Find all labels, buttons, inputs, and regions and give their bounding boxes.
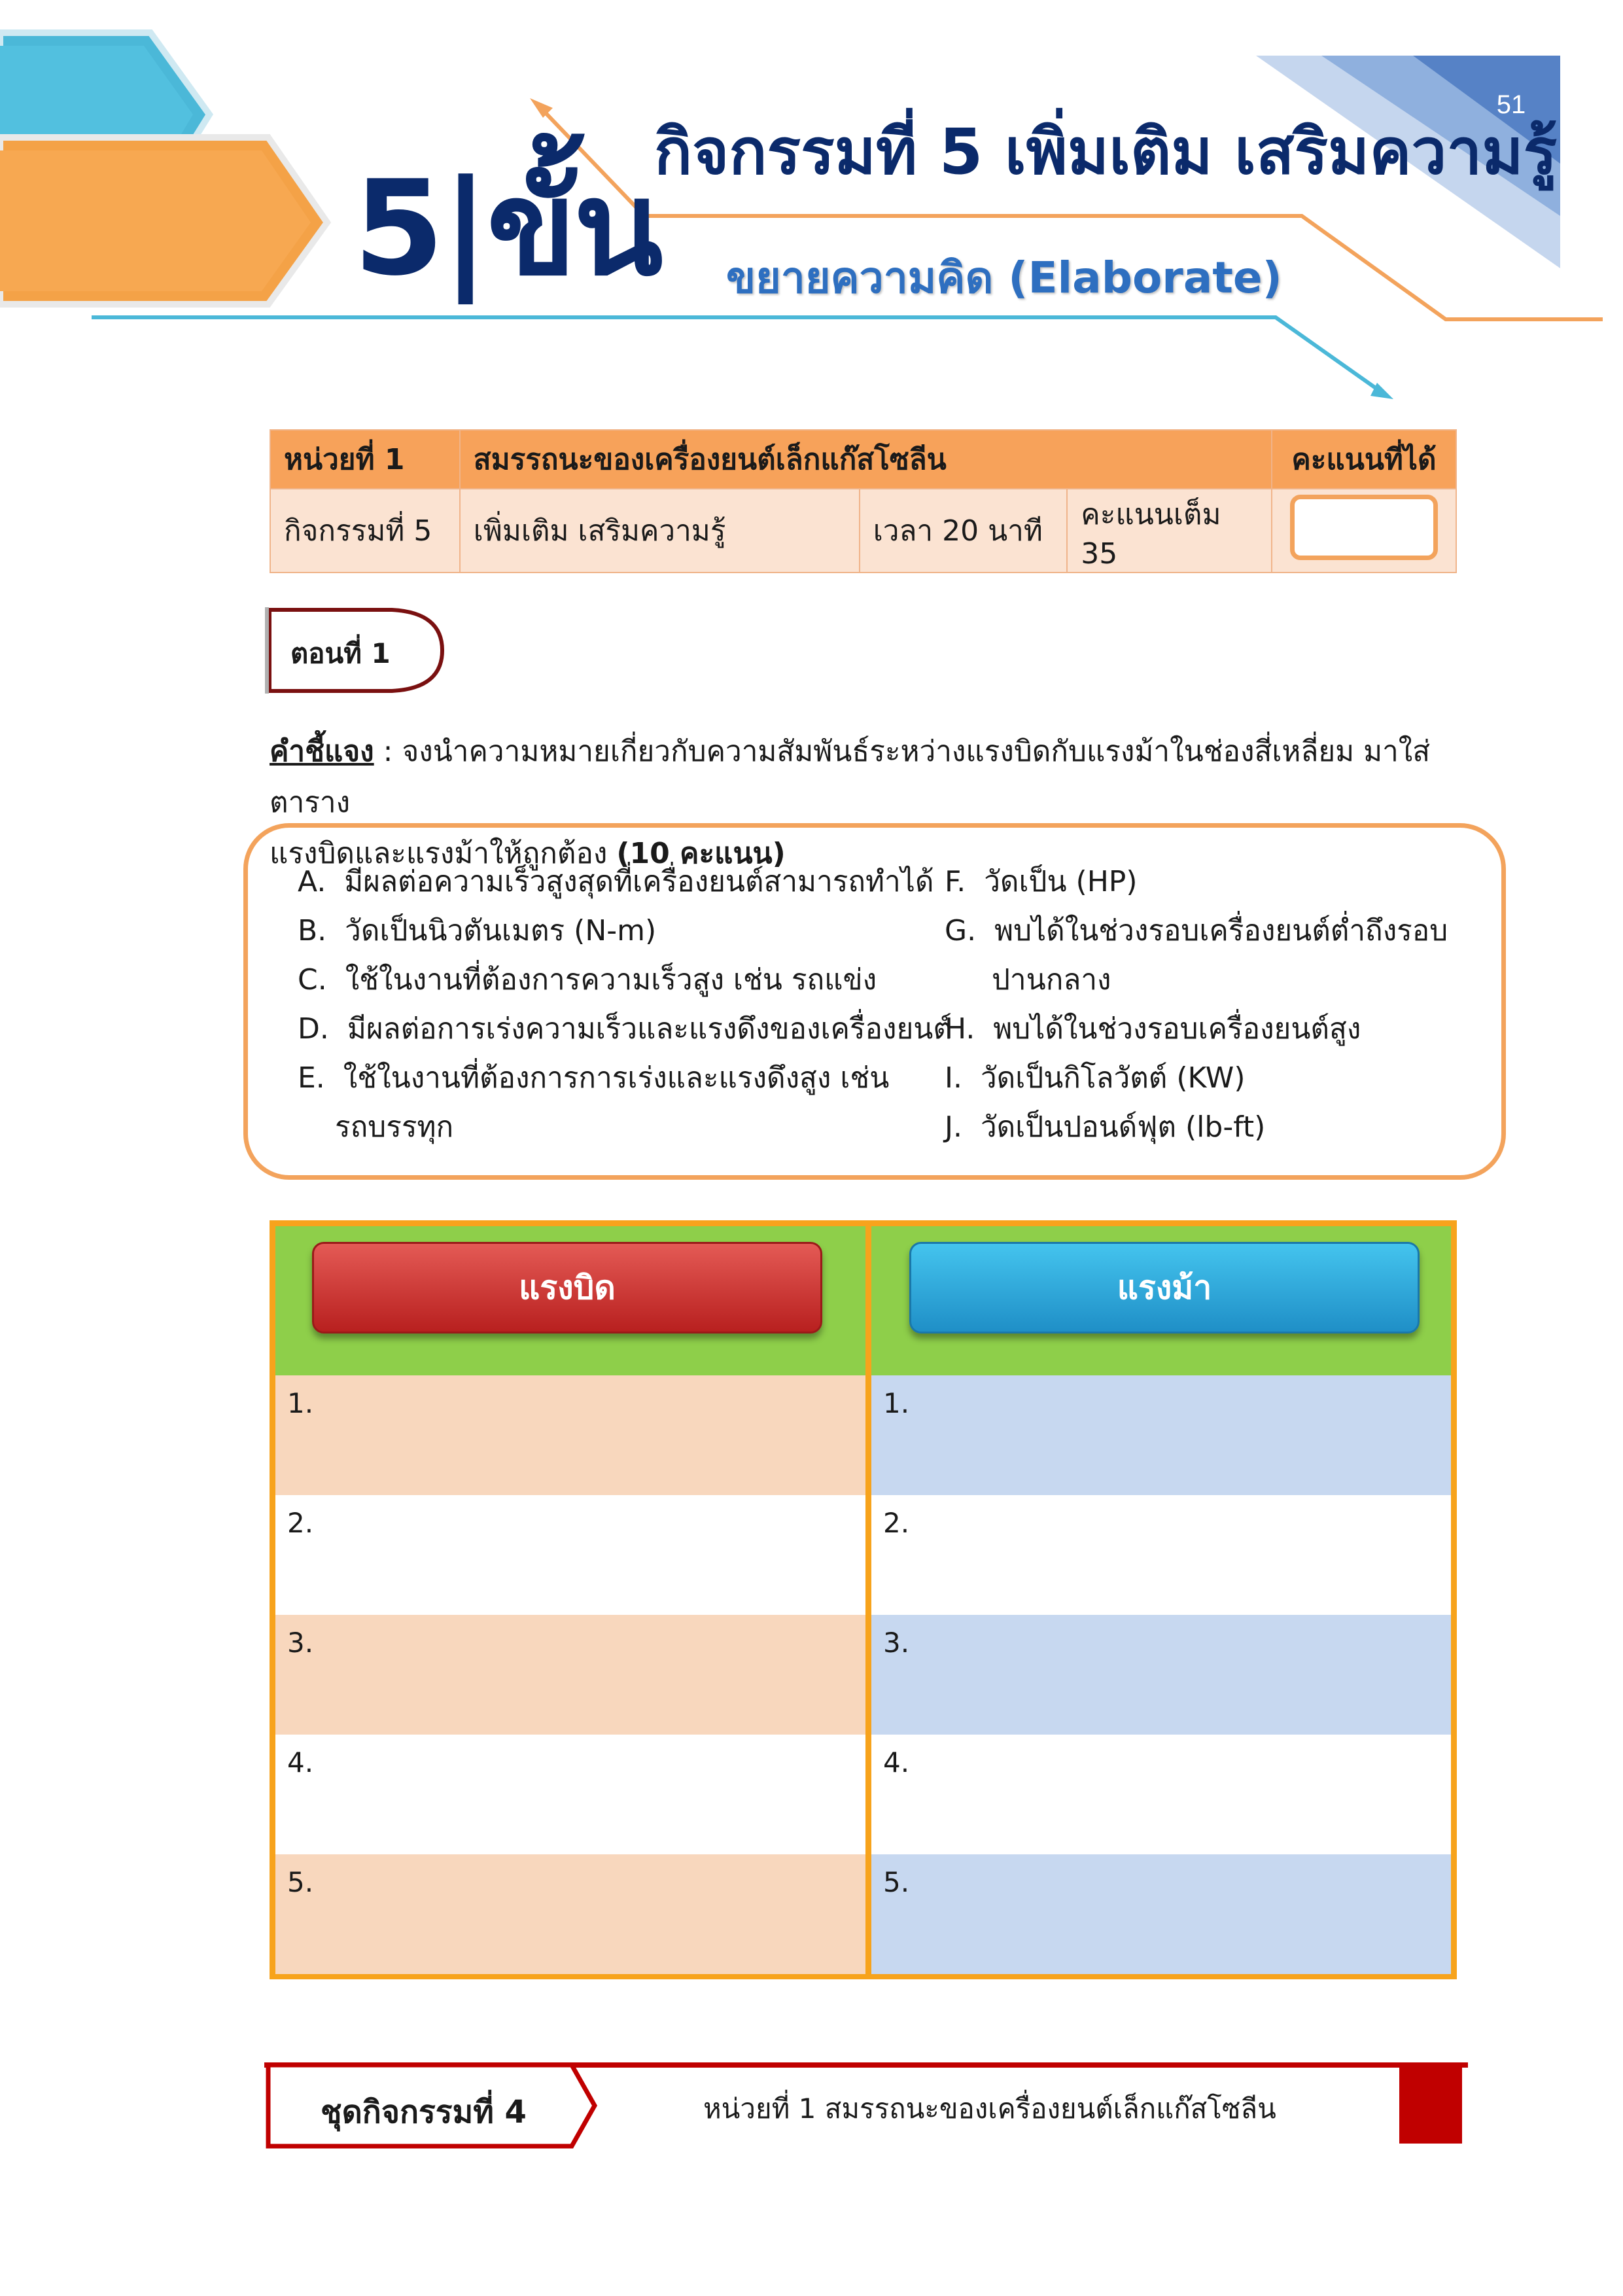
instructions-text-2: แรงบิดและแรงม้าให้ถูกต้อง	[270, 837, 608, 870]
option-g: G. พบได้ในช่วงรอบเครื่องยนต์ต่ำถึงรอบ	[945, 914, 1448, 947]
score-header: คะแนนที่ได้	[1272, 430, 1456, 489]
page-subtitle: ขยายความคิด (Elaborate)	[726, 253, 1282, 303]
full-score: คะแนนเต็ม 35	[1067, 489, 1272, 573]
option-d: D. มีผลต่อการเร่งความเร็วและแรงดึงของเครื่องยนต์	[298, 1012, 952, 1046]
instructions-colon: :	[374, 735, 402, 768]
option-g-cont: ปานกลาง	[992, 963, 1111, 997]
activity-name: เพิ่มเติม เสริมความรู้	[460, 489, 860, 573]
horsepower-answer-row[interactable]: 4.	[871, 1735, 1451, 1854]
option-e: E. ใช้ในงานที่ต้องการการเร่งและแรงดึงสูง เช่น	[298, 1061, 890, 1095]
footer-activity-set: ชุดกิจกรรมที่ 4	[321, 2094, 527, 2130]
option-e-cont: รถบรรทุก	[335, 1110, 454, 1144]
activity-time: เวลา 20 นาที	[860, 489, 1068, 573]
torque-header: แรงบิด	[312, 1242, 822, 1333]
option-h: H. พบได้ในช่วงรอบเครื่องยนต์สูง	[945, 1012, 1361, 1046]
torque-answer-row[interactable]: 5.	[275, 1854, 865, 1974]
option-i: I. วัดเป็นกิโลวัตต์ (KW)	[945, 1061, 1246, 1095]
instructions-text-1: จงนำความหมายเกี่ยวกับความสัมพันธ์ระหว่างแรงบิดกับแรงม้าในช่องสี่เหลี่ยม มาใส่ตาราง	[270, 735, 1431, 819]
step-label: 5|ขั้น	[353, 152, 661, 305]
option-j: J. วัดเป็นปอนด์ฟุต (lb-ft)	[945, 1110, 1266, 1144]
part-label: ตอนที่ 1	[290, 637, 391, 669]
horsepower-answer-row[interactable]: 3.	[871, 1615, 1451, 1735]
torque-answer-row[interactable]: 4.	[275, 1735, 865, 1854]
header-decoration	[0, 0, 1623, 419]
activity-info-table	[270, 429, 1457, 573]
torque-answer-row[interactable]: 1.	[275, 1375, 865, 1495]
option-b: B. วัดเป็นนิวตันเมตร (N-m)	[298, 914, 657, 947]
unit-label: หน่วยที่ 1	[270, 430, 460, 489]
horsepower-answer-row[interactable]: 5.	[871, 1854, 1451, 1974]
answer-table	[270, 1220, 1457, 1979]
unit-name: สมรรถนะของเครื่องยนต์เล็กแก๊สโซลีน	[460, 430, 1272, 489]
footer-unit-text: หน่วยที่ 1 สมรรถนะของเครื่องยนต์เล็กแก๊สโซลีน	[703, 2093, 1276, 2125]
instructions-heading: คำชี้แจง	[270, 735, 374, 768]
column-divider	[865, 1226, 871, 1973]
option-f: F. วัดเป็น (HP)	[945, 865, 1138, 898]
score-input-box[interactable]	[1290, 495, 1438, 560]
page-number: 51	[1496, 90, 1526, 119]
horsepower-answer-row[interactable]: 2.	[871, 1495, 1451, 1615]
torque-answer-row[interactable]: 3.	[275, 1615, 865, 1735]
horsepower-header: แรงม้า	[909, 1242, 1420, 1333]
horsepower-header-cell	[871, 1226, 1451, 1375]
instructions-score: (10 คะแนน)	[616, 837, 786, 870]
score-cell	[1272, 489, 1456, 573]
option-c: C. ใช้ในงานที่ต้องการความเร็วสูง เช่น รถแข่ง	[298, 963, 877, 997]
torque-answer-row[interactable]: 2.	[275, 1495, 865, 1615]
torque-header-cell	[275, 1226, 865, 1375]
horsepower-answer-row[interactable]: 1.	[871, 1375, 1451, 1495]
page-title: กิจกรรมที่ 5 เพิ่มเติม เสริมความรู้	[654, 115, 1558, 188]
activity-label: กิจกรรมที่ 5	[270, 489, 460, 573]
option-a: A. มีผลต่อความเร็วสูงสุดที่เครื่องยนต์สามารถทำได้	[298, 865, 934, 898]
